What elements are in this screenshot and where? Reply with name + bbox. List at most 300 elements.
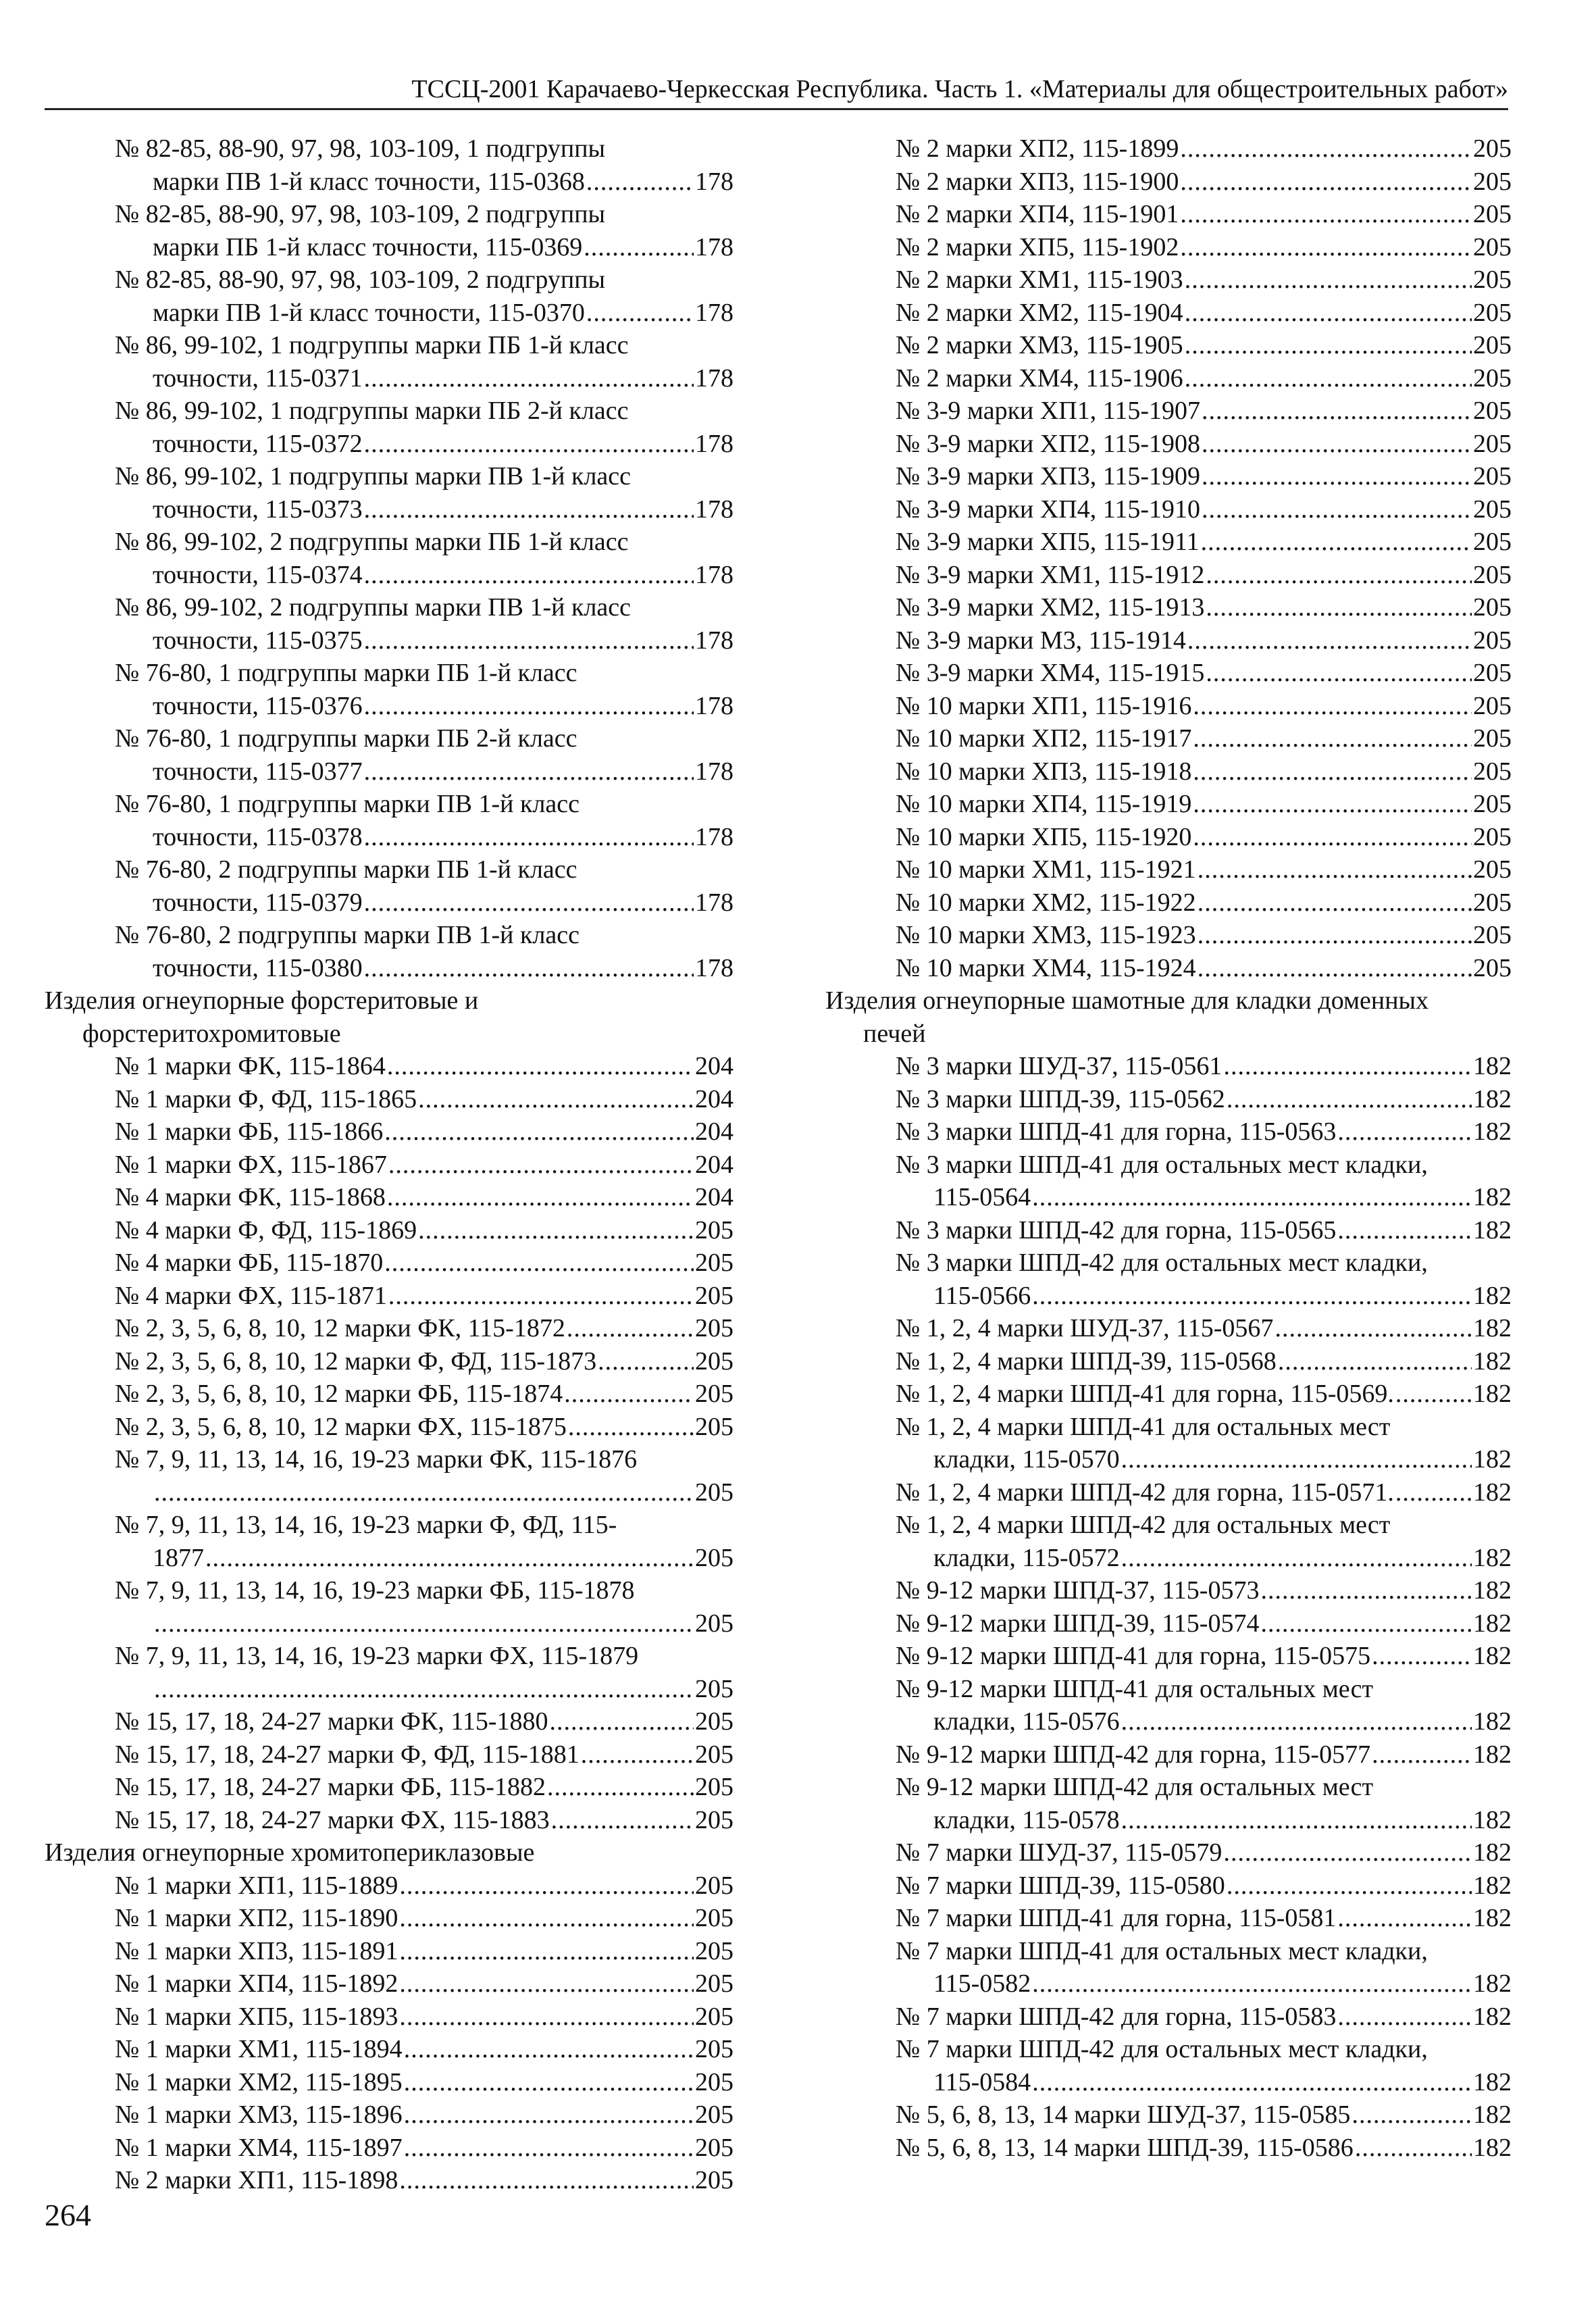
index-page-ref: 182 [1473, 2133, 1512, 2162]
index-page-ref: 178 [695, 888, 733, 917]
index-page-ref: 182 [1473, 1052, 1512, 1080]
index-entry-text: № 1, 2, 4 марки ШПД-39, 115-0568 [896, 1347, 1277, 1376]
index-entry [45, 1640, 733, 1705]
index-page-ref: 182 [1473, 1740, 1512, 1769]
index-page-ref: 178 [695, 626, 733, 655]
index-entry-text: кладки, 115-0576 [933, 1707, 1120, 1736]
index-entry [45, 460, 733, 526]
index-entry-text: № 10 марки ХМ1, 115-1921 [896, 855, 1196, 884]
index-entry [825, 1214, 1512, 1247]
index-page-ref: 182 [1473, 1805, 1512, 1834]
index-page-ref: 205 [1473, 200, 1512, 228]
index-entry-text: марки ПВ 1-й класс точности, 115-0370 [153, 298, 585, 327]
dot-leader [586, 297, 694, 330]
index-page-ref: 205 [695, 1380, 733, 1408]
index-entry [825, 755, 1512, 788]
index-page-ref: 205 [1473, 298, 1512, 327]
dot-leader [1185, 362, 1472, 395]
index-entry-text: № 4 марки ФБ, 115-1870 [115, 1249, 384, 1277]
index-entry [825, 132, 1512, 166]
index-entry [45, 1345, 733, 1378]
index-entry [825, 1902, 1512, 1935]
index-entry-text: точности, 115-0379 [153, 888, 363, 917]
index-page-ref: 204 [695, 1052, 733, 1080]
index-entry [825, 952, 1512, 985]
index-page-ref: 178 [695, 560, 733, 589]
dot-leader [1187, 624, 1472, 657]
index-entry [825, 493, 1512, 526]
index-page-ref: 205 [695, 1773, 733, 1801]
dot-leader [1223, 1050, 1472, 1083]
index-page-ref: 205 [1473, 953, 1512, 982]
index-entry-text: № 3 марки ШПД-39, 115-0562 [896, 1084, 1225, 1113]
dot-leader [364, 624, 694, 657]
index-entry-text: точности, 115-0375 [153, 626, 363, 655]
dot-leader [1206, 559, 1472, 592]
index-entry [45, 919, 733, 984]
index-entry-text: № 86, 99-102, 2 подгруппы марки ПБ 1-й класс [115, 528, 629, 556]
index-entry-text: № 2 марки ХМ4, 115-1906 [896, 363, 1183, 393]
index-entry-text: № 2 марки ХП1, 115-1898 [115, 2166, 398, 2194]
index-entry-text: 1877 [153, 1543, 204, 1572]
index-page-ref: 204 [695, 1183, 733, 1211]
index-page-ref: 182 [1473, 1904, 1512, 1932]
index-page-ref: 205 [695, 2101, 733, 2129]
dot-leader [1032, 1280, 1472, 1313]
index-page-ref: 182 [1473, 1215, 1512, 1244]
dot-leader [1372, 1738, 1472, 1771]
index-entry [825, 1935, 1512, 2001]
index-entry [45, 1378, 733, 1411]
index-page-ref: 205 [1473, 266, 1512, 294]
index-entry [825, 1312, 1512, 1345]
index-entry [825, 460, 1512, 493]
dot-leader [1260, 1607, 1472, 1640]
index-entry [825, 198, 1512, 231]
dot-leader [364, 690, 694, 723]
index-entry-text: № 9-12 марки ШПД-39, 115-0574 [896, 1609, 1260, 1638]
running-header [45, 73, 1508, 110]
dot-leader [364, 821, 694, 854]
index-entry-text: № 7 марки ШПД-42 для остальных мест кладки, [896, 2035, 1428, 2063]
index-entry [45, 1115, 733, 1149]
index-entry-text: № 1 марки ХМ3, 115-1896 [115, 2101, 403, 2129]
index-entry [45, 853, 733, 919]
index-page-ref: 182 [1473, 1838, 1512, 1867]
index-page-ref: 205 [1473, 495, 1512, 524]
index-page-ref: 205 [695, 2035, 733, 2063]
index-page-ref: 205 [695, 2067, 733, 2096]
index-entry-text: точности, 115-0371 [153, 363, 363, 393]
index-entry [825, 231, 1512, 264]
index-entry [825, 2098, 1512, 2132]
index-entry [45, 788, 733, 853]
index-page-ref: 182 [1473, 1380, 1512, 1408]
index-entry-text: № 1 марки ХП5, 115-1893 [115, 2002, 398, 2031]
index-entry-text: № 15, 17, 18, 24-27 марки ФБ, 115-1882 [115, 1773, 546, 1801]
index-entry [825, 2033, 1512, 2098]
index-entry [45, 2098, 733, 2132]
index-entry-text: № 86, 99-102, 2 подгруппы марки ПВ 1-й класс [115, 593, 632, 622]
dot-leader [581, 1738, 694, 1771]
index-entry-text: № 2 марки ХП4, 115-1901 [896, 200, 1179, 228]
index-entry-text: точности, 115-0373 [153, 495, 363, 524]
index-entry-text: № 86, 99-102, 1 подгруппы марки ПВ 1-й класс [115, 462, 632, 491]
index-entry-text: 115-0582 [933, 1969, 1031, 1998]
index-entry-text: № 2 марки ХМ3, 115-1905 [896, 331, 1183, 359]
dot-leader [1337, 2001, 1472, 2034]
dot-leader [404, 2098, 694, 2132]
dot-leader [154, 1607, 694, 1640]
dot-leader [567, 1312, 694, 1345]
dot-leader [1227, 1869, 1472, 1903]
running-header-title: ТССЦ-2001 Карачаево-Черкесская Республика. Часть 1. «Материалы для общестроительных работ» [411, 75, 1508, 103]
index-entry-text: № 76-80, 2 подгруппы марки ПВ 1-й класс [115, 921, 580, 949]
index-entry [45, 526, 733, 591]
index-entry [825, 722, 1512, 755]
index-entry-text: № 15, 17, 18, 24-27 марки ФК, 115-1880 [115, 1707, 548, 1736]
dot-leader [1227, 1083, 1472, 1116]
index-entry-text: 115-0564 [933, 1183, 1031, 1211]
dot-leader [547, 1771, 694, 1804]
index-entry-text: № 82-85, 88-90, 97, 98, 103-109, 2 подгруппы [115, 266, 606, 294]
index-entry [825, 166, 1512, 199]
section-heading-text: печей [863, 1019, 926, 1048]
dot-leader [1180, 198, 1472, 231]
dot-leader [1032, 1967, 1472, 2001]
index-entry [825, 263, 1512, 297]
index-entry [825, 1607, 1512, 1640]
index-entry-text: № 4 марки ФХ, 115-1871 [115, 1281, 387, 1310]
index-entry [45, 722, 733, 788]
index-page-ref: 178 [695, 232, 733, 261]
dot-leader [388, 1149, 694, 1182]
index-page-ref: 182 [1473, 1347, 1512, 1376]
dot-leader [387, 1050, 694, 1083]
index-page-ref: 205 [1473, 560, 1512, 589]
index-entry-text: № 10 марки ХМ3, 115-1923 [896, 921, 1196, 949]
index-entry [825, 657, 1512, 690]
index-entry-text: № 10 марки ХП5, 115-1920 [896, 822, 1192, 851]
index-entry [45, 1280, 733, 1313]
index-entry-text: № 3 марки ШПД-41 для горна, 115-0563 [896, 1117, 1337, 1146]
index-page-ref: 178 [695, 757, 733, 786]
index-entry-text: № 7 марки ШПД-39, 115-0580 [896, 1871, 1225, 1900]
dot-leader [1121, 1542, 1472, 1575]
dot-leader [1185, 263, 1472, 297]
index-entry [825, 1673, 1512, 1738]
index-entry [825, 788, 1512, 821]
index-page-ref: 205 [695, 1412, 733, 1441]
index-entry-text: № 3 марки ШПД-42 для остальных мест кладки, [896, 1249, 1428, 1277]
index-page-ref: 205 [695, 1969, 733, 1998]
dot-leader [404, 2066, 694, 2099]
index-entry [45, 1149, 733, 1182]
index-page-ref: 205 [1473, 462, 1512, 491]
index-entry-text: точности, 115-0372 [153, 429, 363, 458]
index-page-ref: 205 [695, 2133, 733, 2162]
index-entry-text: точности, 115-0377 [153, 757, 363, 786]
index-entry [45, 1083, 733, 1116]
dot-leader [1198, 886, 1472, 920]
dot-leader [154, 1673, 694, 1706]
index-entry-text: № 1 марки ХП2, 115-1890 [115, 1904, 398, 1932]
index-entry [825, 690, 1512, 723]
index-entry [45, 1312, 733, 1345]
dot-leader [364, 362, 694, 395]
index-page-ref: 205 [1473, 921, 1512, 949]
dot-leader [1121, 1705, 1472, 1738]
dot-leader [1185, 329, 1472, 362]
dot-leader [399, 1967, 694, 2001]
dot-leader [399, 1902, 694, 1935]
index-entry-text: № 7, 9, 11, 13, 14, 16, 19-23 марки ФК, 115-1876 [115, 1445, 638, 1474]
dot-leader [364, 428, 694, 461]
dot-leader [154, 1476, 694, 1509]
index-entry-text: № 10 марки ХМ2, 115-1922 [896, 888, 1196, 917]
index-entry-text: № 7, 9, 11, 13, 14, 16, 19-23 марки Ф, ФД, 115- [115, 1511, 617, 1539]
index-page-ref: 205 [695, 1478, 733, 1507]
index-entry [825, 624, 1512, 657]
dot-leader [1352, 2098, 1472, 2132]
index-entry-text: № 2 марки ХП5, 115-1902 [896, 232, 1179, 261]
dot-leader [1395, 1476, 1472, 1509]
index-entry [825, 1378, 1512, 1411]
dot-leader [364, 559, 694, 592]
index-entry-text: № 1 марки ФК, 115-1864 [115, 1052, 386, 1080]
index-page-ref: 205 [695, 1904, 733, 1932]
index-page-ref: 205 [695, 2166, 733, 2194]
index-entry-text: № 9-12 марки ШПД-42 для остальных мест [896, 1773, 1374, 1801]
dot-leader [404, 2132, 694, 2165]
index-entry-text: № 9-12 марки ШПД-42 для горна, 115-0577 [896, 1740, 1371, 1769]
index-entry-text: № 3-9 марки ХП1, 115-1907 [896, 397, 1200, 425]
index-entry-text: № 76-80, 2 подгруппы марки ПБ 1-й класс [115, 855, 577, 884]
index-page-ref: 205 [1473, 691, 1512, 720]
index-entry [825, 1836, 1512, 1869]
index-page-ref: 205 [695, 1347, 733, 1376]
dot-leader [364, 952, 694, 985]
dot-leader [1193, 821, 1472, 854]
index-entry [825, 559, 1512, 592]
index-entry-text: № 3 марки ШПД-42 для горна, 115-0565 [896, 1215, 1337, 1244]
index-entry-text: № 9-12 марки ШПД-37, 115-0573 [896, 1576, 1260, 1605]
index-entry [45, 1247, 733, 1280]
index-entry-text: № 1, 2, 4 марки ШУД-37, 115-0567 [896, 1314, 1274, 1342]
index-entry-text: 115-0584 [933, 2067, 1031, 2096]
index-entry [825, 2001, 1512, 2034]
index-entry-text: № 82-85, 88-90, 97, 98, 103-109, 1 подгруппы [115, 134, 606, 163]
index-entry-text: № 2, 3, 5, 6, 8, 10, 12 марки ФК, 115-1872 [115, 1314, 565, 1342]
index-entry-text: № 82-85, 88-90, 97, 98, 103-109, 2 подгруппы [115, 200, 606, 228]
index-entry-text: № 10 марки ХМ4, 115-1924 [896, 953, 1196, 982]
dot-leader [1278, 1345, 1472, 1378]
index-page-ref: 178 [695, 953, 733, 982]
index-entry [45, 329, 733, 395]
dot-leader [1202, 460, 1472, 493]
index-page-ref: 205 [1473, 331, 1512, 359]
dot-leader [1193, 755, 1472, 788]
index-entry-text: № 10 марки ХП2, 115-1917 [896, 724, 1192, 753]
index-entry [45, 1738, 733, 1771]
dot-leader [1372, 1640, 1472, 1673]
dot-leader [1032, 1181, 1472, 1214]
index-page-ref: 178 [695, 691, 733, 720]
index-entry-text: № 1, 2, 4 марки ШПД-41 для остальных мест [896, 1412, 1391, 1441]
dot-leader [1202, 493, 1472, 526]
index-page-ref: 205 [695, 1609, 733, 1638]
index-page-ref: 182 [1473, 2067, 1512, 2096]
index-entry [45, 1935, 733, 1968]
index-entry [45, 1214, 733, 1247]
index-page-ref: 182 [1473, 1543, 1512, 1572]
index-page-ref: 182 [1473, 1084, 1512, 1113]
index-entry-text: № 7 марки ШПД-42 для горна, 115-0583 [896, 2002, 1337, 2031]
section-heading-text: Изделия огнеупорные хромитопериклазовые [45, 1838, 535, 1867]
index-entry-text: № 76-80, 1 подгруппы марки ПБ 2-й класс [115, 724, 577, 753]
index-entry [825, 1509, 1512, 1574]
index-page-ref: 205 [695, 1281, 733, 1310]
index-entry-text: № 10 марки ХП4, 115-1919 [896, 790, 1192, 818]
dot-leader [364, 886, 694, 920]
index-page-ref: 205 [1473, 134, 1512, 163]
index-page-ref: 205 [1473, 167, 1512, 196]
index-entry [45, 132, 733, 198]
index-entry-text: № 7 марки ШПД-41 для остальных мест кладки, [896, 1936, 1428, 1965]
index-page-ref: 182 [1473, 1871, 1512, 1900]
index-page-ref: 205 [1473, 855, 1512, 884]
index-entry [825, 591, 1512, 624]
index-section-heading [825, 984, 1512, 1050]
index-entry-text: № 2 марки ХМ2, 115-1904 [896, 298, 1183, 327]
index-entry [45, 2001, 733, 2034]
index-page-ref: 205 [1473, 790, 1512, 818]
index-entry-text: № 1 марки ФХ, 115-1867 [115, 1150, 387, 1179]
index-entry [45, 1705, 733, 1738]
dot-leader [549, 1705, 694, 1738]
index-page-ref: 204 [695, 1150, 733, 1179]
dot-leader [1198, 919, 1472, 952]
section-heading-text: Изделия огнеупорные форстеритовые и [45, 986, 479, 1015]
dot-leader [564, 1378, 694, 1411]
index-entry [825, 821, 1512, 854]
index-page-ref: 205 [1473, 232, 1512, 261]
index-page-ref: 205 [695, 1740, 733, 1769]
index-page-ref: 205 [695, 1936, 733, 1965]
index-entry-text: № 1 марки ХП1, 115-1889 [115, 1871, 398, 1900]
index-entry-text: кладки, 115-0570 [933, 1445, 1120, 1474]
dot-leader [1032, 2066, 1472, 2099]
index-entry-text: точности, 115-0380 [153, 953, 363, 982]
index-page-ref: 182 [1473, 2002, 1512, 2031]
index-page-ref: 182 [1473, 1117, 1512, 1146]
index-column-left [45, 132, 733, 2197]
index-entry [825, 1640, 1512, 1673]
index-page-ref: 182 [1473, 2101, 1512, 2129]
index-entry [45, 657, 733, 722]
index-entry-text: № 2, 3, 5, 6, 8, 10, 12 марки ФХ, 115-1875 [115, 1412, 567, 1441]
index-entry [45, 591, 733, 657]
dot-leader [364, 493, 694, 526]
index-entry [45, 1181, 733, 1214]
index-entry [45, 1050, 733, 1083]
index-page-ref: 182 [1473, 1281, 1512, 1310]
dot-leader [551, 1804, 694, 1837]
index-entry-text: № 10 марки ХП3, 115-1918 [896, 757, 1192, 786]
index-entry-text: № 1 марки ХМ1, 115-1894 [115, 2035, 403, 2063]
section-heading-text: форстеритохромитовые [82, 1019, 341, 1048]
index-entry-text: № 3-9 марки ХМ2, 115-1913 [896, 593, 1205, 622]
index-entry [45, 1574, 733, 1640]
dot-leader [364, 755, 694, 788]
index-entry [825, 1345, 1512, 1378]
index-entry [45, 2066, 733, 2099]
index-page-ref: 205 [695, 1674, 733, 1703]
dot-leader [1260, 1574, 1472, 1607]
index-page-ref: 182 [1473, 1576, 1512, 1605]
index-page-ref: 178 [695, 495, 733, 524]
index-section-heading [45, 1836, 733, 1869]
index-entry-text: № 3 марки ШПД-41 для остальных мест кладки, [896, 1150, 1428, 1179]
page-number: 264 [45, 2198, 91, 2232]
index-entry [825, 395, 1512, 428]
index-page-ref: 204 [695, 1084, 733, 1113]
index-entry-text: № 1 марки Ф, ФД, 115-1865 [115, 1084, 417, 1113]
index-entry-text: № 1 марки ХП4, 115-1892 [115, 1969, 398, 1998]
index-entry [825, 1247, 1512, 1312]
index-page-ref: 205 [1473, 363, 1512, 393]
index-entry [825, 1050, 1512, 1083]
index-entry-text: № 7 марки ШУД-37, 115-0579 [896, 1838, 1222, 1867]
dot-leader [399, 1869, 694, 1903]
index-page-ref: 205 [1473, 888, 1512, 917]
index-page-ref: 182 [1473, 1478, 1512, 1507]
dot-leader [418, 1214, 694, 1247]
dot-leader [384, 1115, 694, 1149]
index-entry-text: марки ПБ 1-й класс точности, 115-0369 [153, 232, 583, 261]
index-entry-text: № 5, 6, 8, 13, 14 марки ШУД-37, 115-0585 [896, 2101, 1351, 2129]
index-entry-text: № 10 марки ХП1, 115-1916 [896, 691, 1192, 720]
index-entry [45, 263, 733, 329]
dot-leader [1202, 395, 1472, 428]
index-page-ref: 205 [1473, 659, 1512, 687]
index-entry [825, 297, 1512, 330]
index-entry-text: точности, 115-0376 [153, 691, 363, 720]
dot-leader [388, 1280, 694, 1313]
index-entry [45, 2033, 733, 2066]
index-entry [45, 1804, 733, 1837]
index-entry-text: кладки, 115-0578 [933, 1805, 1120, 1834]
dot-leader [1180, 231, 1472, 264]
dot-leader [1185, 297, 1472, 330]
index-entry-text: № 9-12 марки ШПД-41 для остальных мест [896, 1674, 1374, 1703]
dot-leader [1202, 428, 1472, 461]
index-page-ref: 182 [1473, 1314, 1512, 1342]
index-entry-text: № 7, 9, 11, 13, 14, 16, 19-23 марки ФХ, 115-1879 [115, 1642, 639, 1670]
index-entry-text: № 1, 2, 4 марки ШПД-42 для остальных мест [896, 1511, 1391, 1539]
index-entry-text: № 3-9 марки ХП4, 115-1910 [896, 495, 1200, 524]
dot-leader [1180, 166, 1472, 199]
index-page-ref: 205 [1473, 528, 1512, 556]
index-entry [45, 1967, 733, 2001]
index-entry-text: № 76-80, 1 подгруппы марки ПБ 1-й класс [115, 659, 577, 687]
index-page-ref: 205 [695, 2002, 733, 2031]
dot-leader [1201, 526, 1472, 559]
index-entry [45, 2132, 733, 2165]
dot-leader [1275, 1312, 1472, 1345]
dot-leader [399, 1935, 694, 1968]
index-page-ref: 205 [695, 1543, 733, 1572]
